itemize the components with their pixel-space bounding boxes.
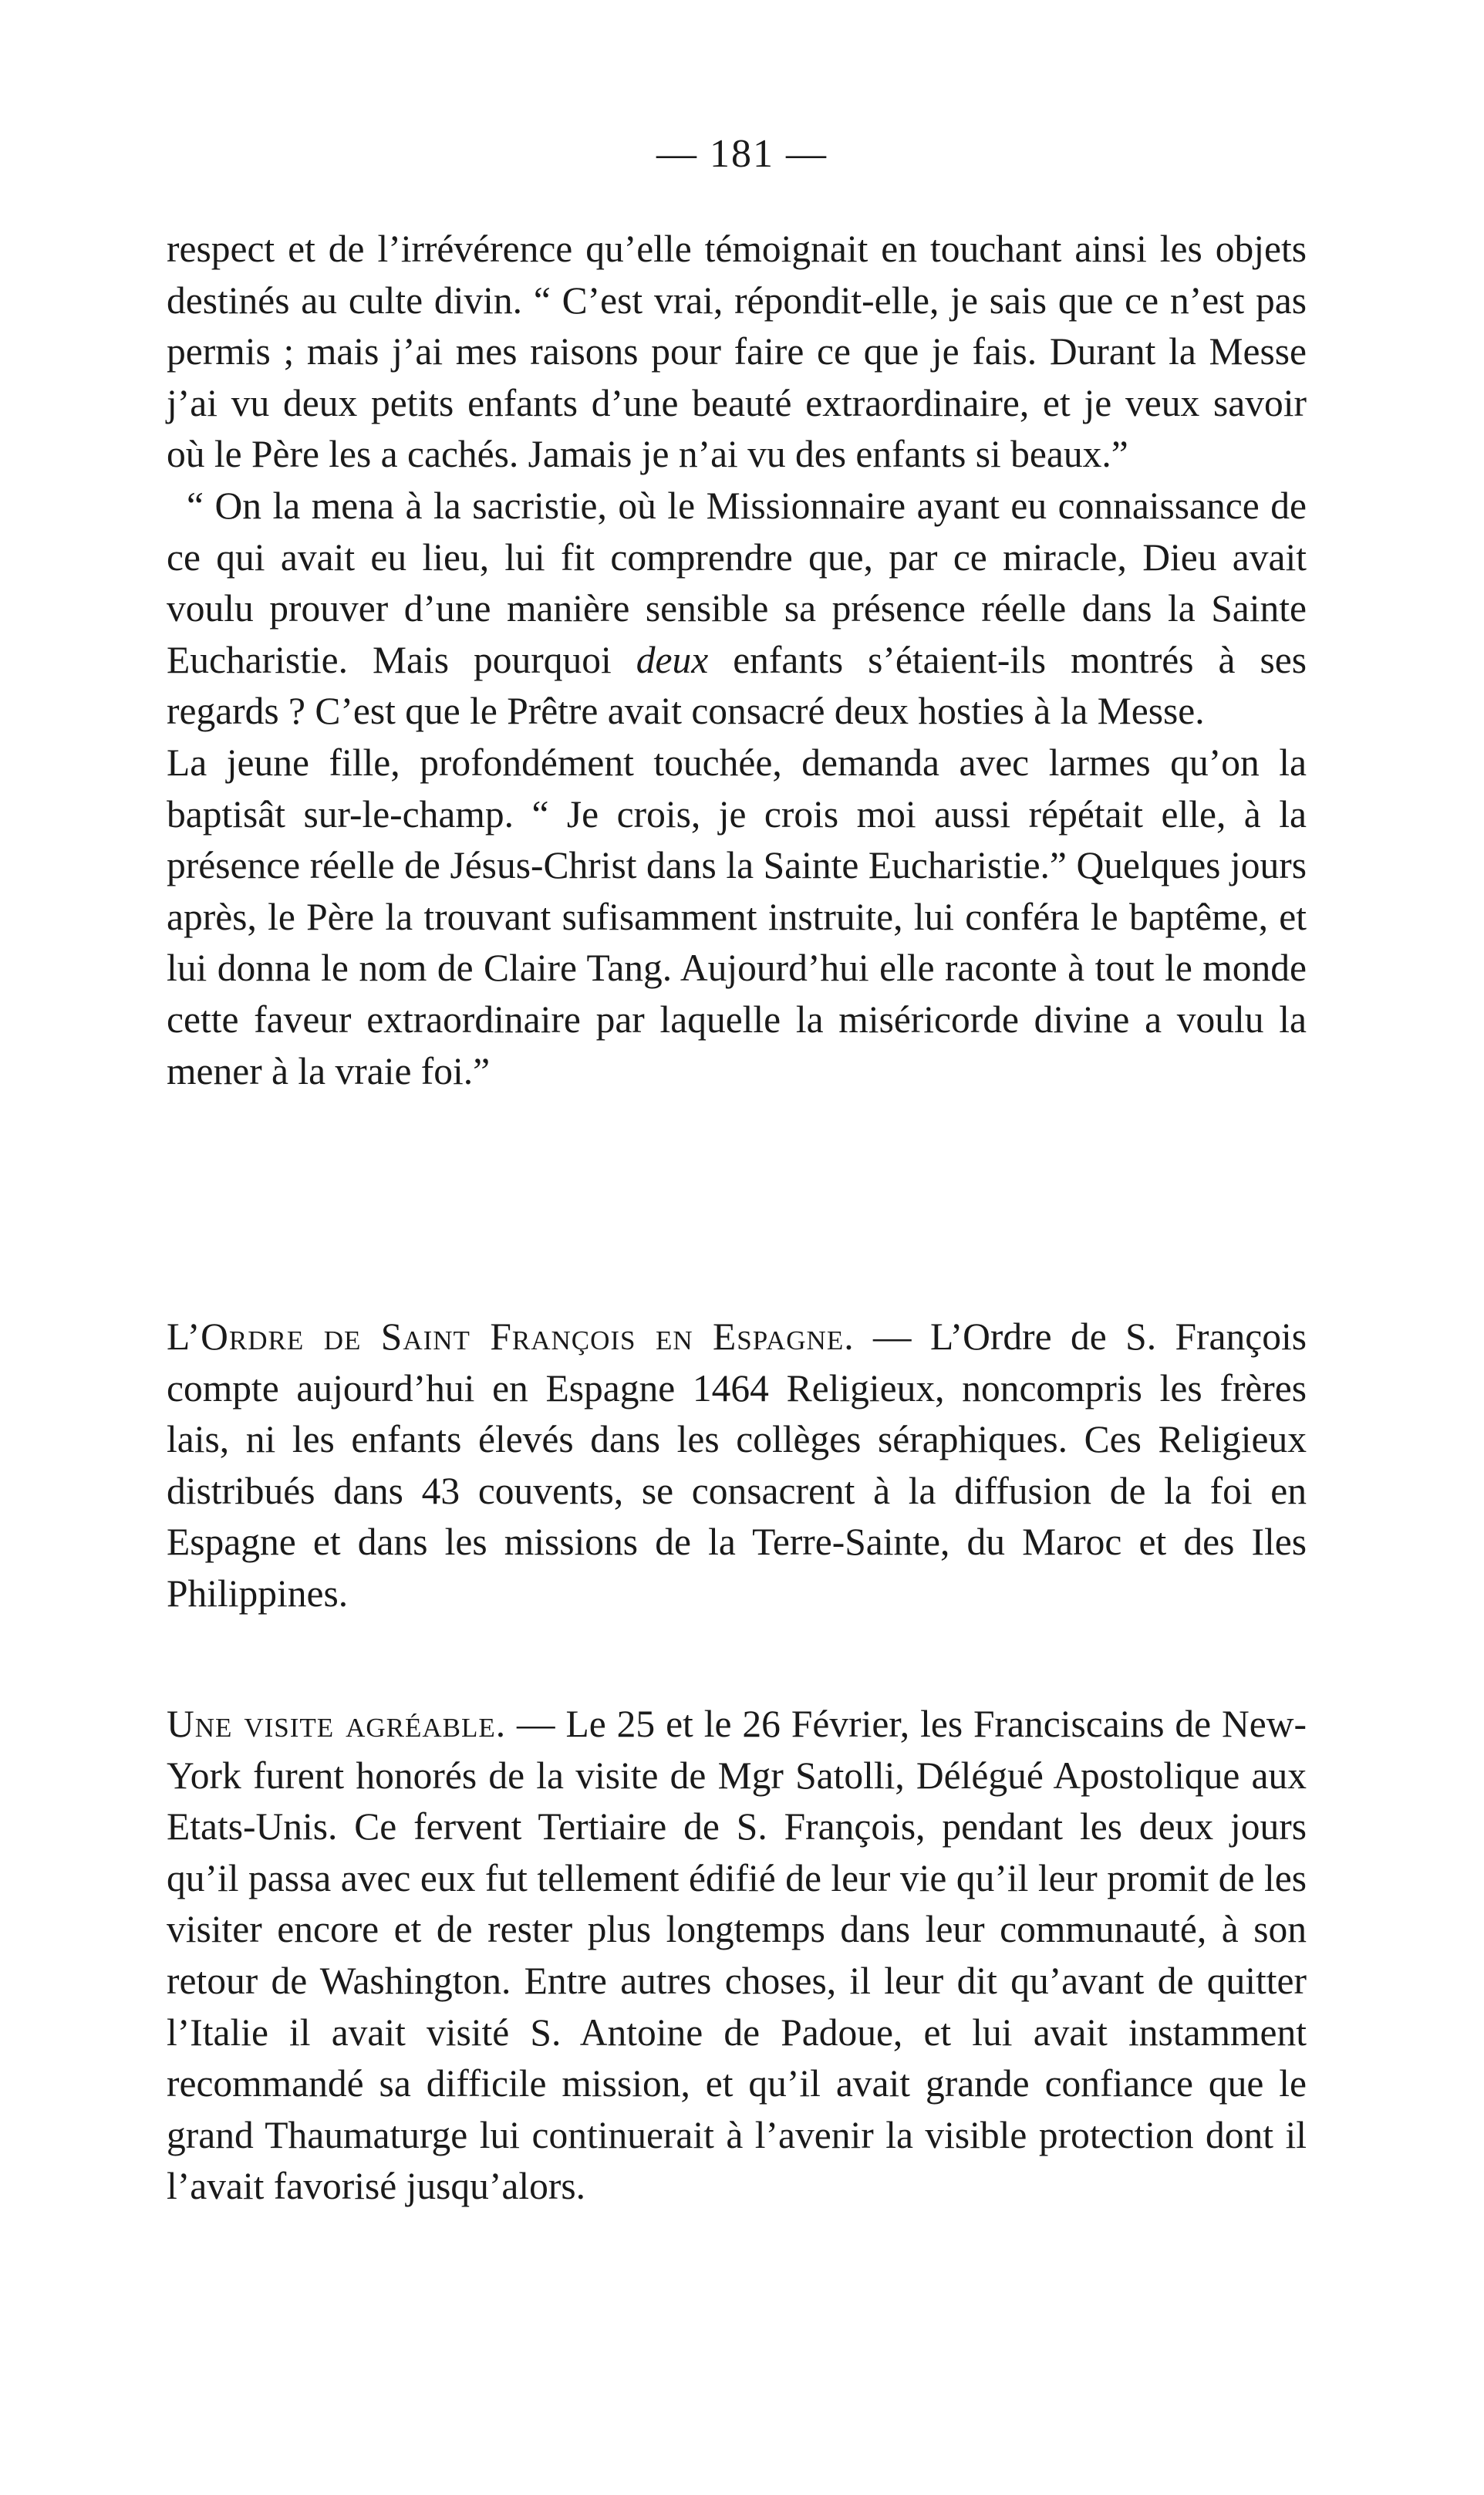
section-heading-visite: Une visite agréable. [167,1703,507,1745]
paragraph-story-2-text-b: enfants s’étaient-ils montrés à ses regards ? C’est que le Prêtre avait consacré deux hosties à la Messe. [167,638,1307,733]
section-visite-agreable [167,1699,1307,2213]
paragraph-ordre-saint-francois [167,1312,1307,1620]
paragraph-story-2-text-a: “ On la mena à la sacristie, où le Missionnaire ayant eu connaissance de ce qui avait eu lieu, lui fit comprendre que, par ce miracle, Dieu avait voulu prouver d’une manière sensible sa présence réelle dans la Sainte Eucharistie. Mais pourquoi [167,484,1307,681]
section-body-visite: — Le 25 et le 26 Février, les Franciscains de New-York furent honorés de la visite de Mgr Satolli, Délégué Apostolique aux Etats-Unis. Ce fervent Tertiaire de S. François, pendant les deux jours qu’il passa avec eux fut tellement édifié de leur vie qu’il leur promit de les visiter encore et de rester plus longtemps dans leur communauté, à son retour de Washington. Entre autres choses, il leur dit qu’avant de quitter l’Italie il avait visité S. Antoine de Padoue, et lui avait instamment recommandé sa difficile mission, et qu’il avait grande confiance que le grand Thaumaturge lui continuerait à l’avenir la visible protection dont il l’avait favorisé jusqu’alors. [167,1703,1307,2208]
paragraph-story-1: respect et de l’irrévérence qu’elle témoignait en touchant ainsi les objets destinés au culte divin. “ C’est vrai, répondit-elle, je sais que ce n’est pas permis ; mais j’ai mes raisons pour faire ce que je fais. Durant la Messe j’ai vu deux petits enfants d’une beauté extraordinaire, et je veux savoir où le Père les a cachés. Jamais je n’ai vu des enfants si beaux.” [167,228,1307,476]
paragraph-visite-agreable [167,1699,1307,2213]
page-number: — 181 — [656,132,828,176]
section-body-ordre: — L’Ordre de S. François compte aujourd’hui en Espagne 1464 Religieux, noncompris les frères lais, ni les enfants élevés dans les collèges séraphiques. Ces Religieux distribués dans 43 couvents, se consacrent à la diffusion de la foi en Espagne et dans les missions de la Terre-Sainte, du Maroc et des Iles Philippines. [167,1315,1307,1615]
section-ordre-saint-francois [167,1312,1307,1620]
italic-emphasis: deux [636,638,709,681]
paragraph-story-3: La jeune fille, profondément touchée, demanda avec larmes qu’on la baptisât sur-le-champ. “ Je crois, je crois moi aussi répétait elle, à la présence réelle de Jésus-Christ dans la Sainte Eucharistie.” Quelques jours après, le Père la trouvant sufisamment instruite, lui conféra le baptême, et lui donna le nom de Claire Tang. Aujourd’hui elle raconte à tout le monde cette faveur extraordinaire par laquelle la miséricorde divine a voulu la mener à la vraie foi.” [167,741,1307,1092]
section-heading-ordre: L’Ordre de Saint François en Espagne. [167,1315,855,1358]
section-story-continuation [167,224,1307,1097]
paragraph-story-2 [167,481,1307,738]
